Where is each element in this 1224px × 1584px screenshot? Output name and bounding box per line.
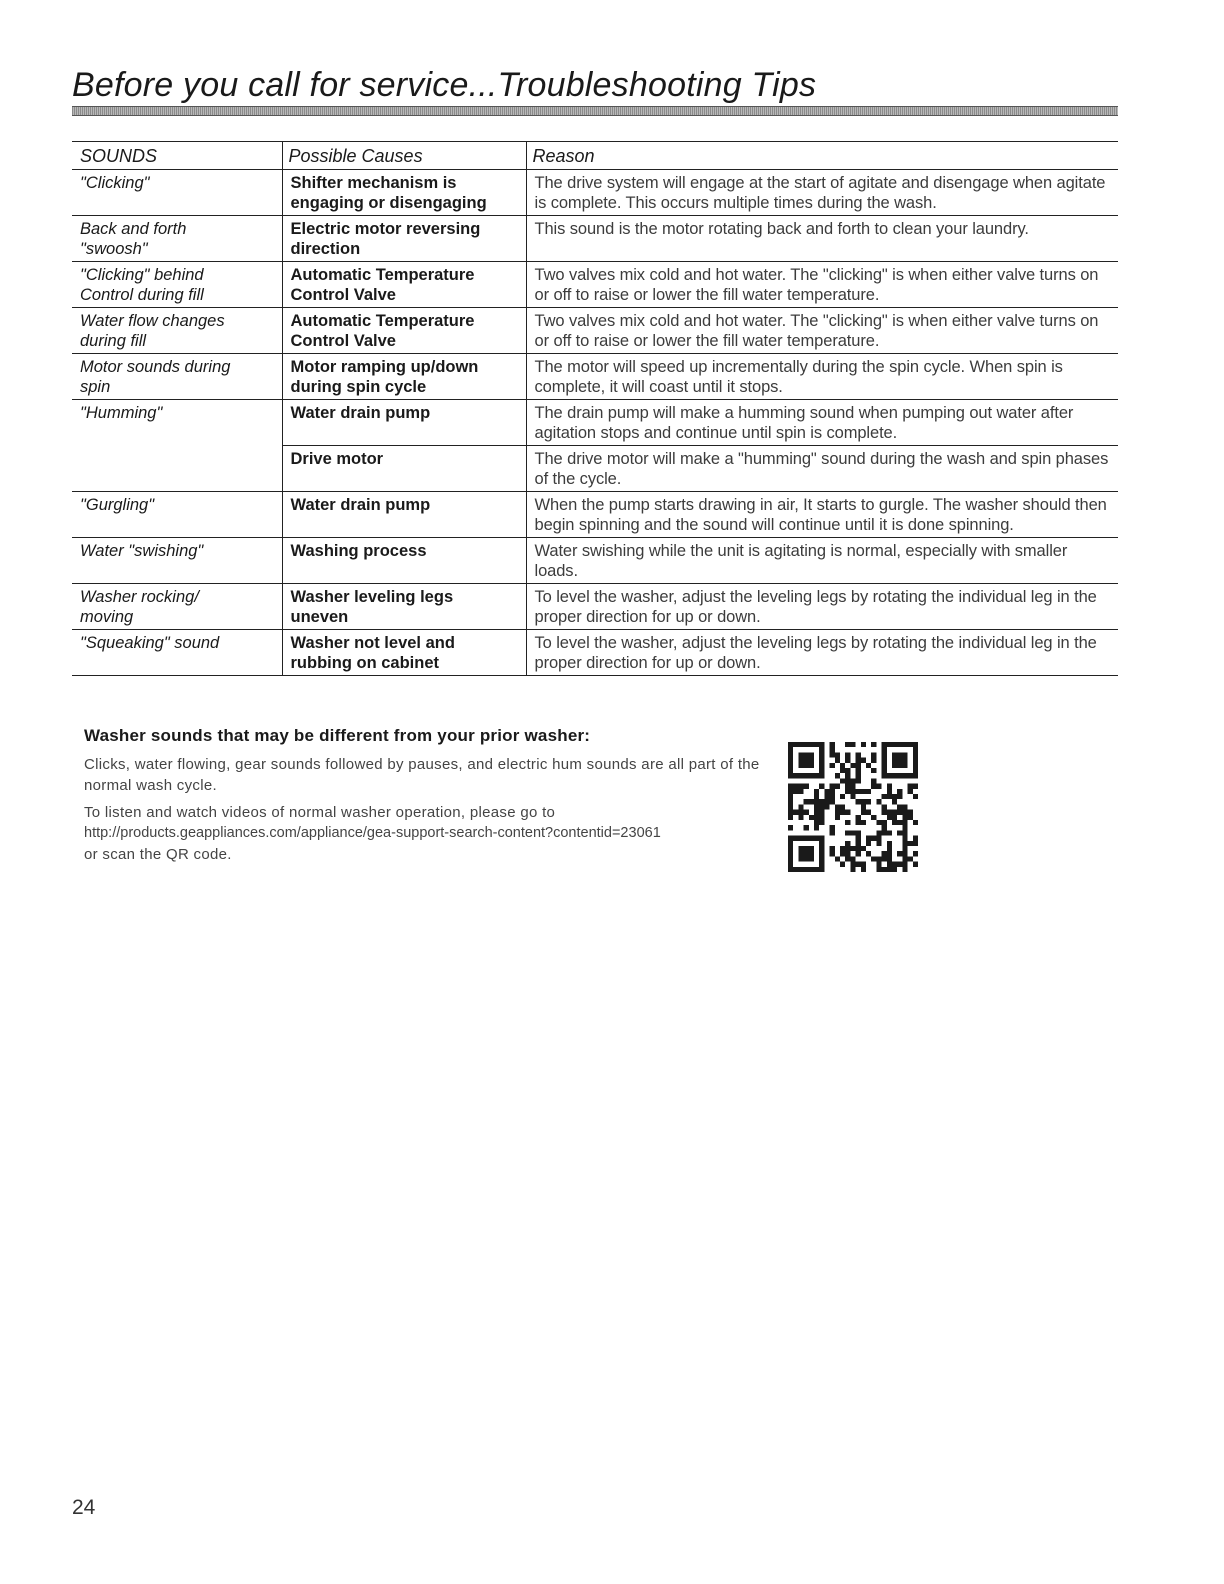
- header-reason: Reason: [526, 142, 1118, 170]
- table-row: [72, 262, 1118, 308]
- note-heading: Washer sounds that may be different from your prior washer:: [84, 726, 591, 745]
- cause-cell: Washer not level and rubbing on cabinet: [282, 630, 526, 676]
- cause-cell: Water drain pump: [282, 400, 526, 446]
- reason-cell: This sound is the motor rotating back and forth to clean your laundry.: [526, 216, 1118, 262]
- reason-cell: To level the washer, adjust the leveling legs by rotating the individual leg in the proper direction for up or down.: [526, 584, 1118, 630]
- cause-cell: Shifter mechanism is engaging or disengaging: [282, 170, 526, 216]
- sound-cell: "Squeaking" sound: [80, 634, 220, 652]
- table-row: [72, 308, 1118, 354]
- cause-cell: Electric motor reversing direction: [282, 216, 526, 262]
- sound-cell: Back and forth "swoosh": [80, 220, 187, 258]
- support-video-link[interactable]: http://products.geappliances.com/appliance/gea-support-search-content?contentid=23061: [84, 825, 661, 841]
- table-row: [72, 354, 1118, 400]
- table-row: [72, 492, 1118, 538]
- table-row: [72, 170, 1118, 216]
- washer-sounds-note: [84, 726, 764, 865]
- reason-cell: The drive system will engage at the start of agitate and disengage when agitate is complete. This occurs multiple times during the wash.: [526, 170, 1118, 216]
- cause-cell: Washing process: [282, 538, 526, 584]
- cause-cell: Automatic Temperature Control Valve: [282, 308, 526, 354]
- note-paragraph: Clicks, water flowing, gear sounds followed by pauses, and electric hum sounds are all part of the normal wash cycle.: [84, 756, 760, 794]
- table-row: [72, 538, 1118, 584]
- reason-cell: The motor will speed up incrementally during the spin cycle. When spin is complete, it will coast until it stops.: [526, 354, 1118, 400]
- reason-cell: To level the washer, adjust the leveling legs by rotating the individual leg in the proper direction for up or down.: [526, 630, 1118, 676]
- reason-cell: Water swishing while the unit is agitating is normal, especially with smaller loads.: [526, 538, 1118, 584]
- cause-cell: Drive motor: [282, 446, 526, 492]
- sound-cell: "Gurgling": [80, 496, 155, 514]
- sound-cell: "Clicking" behind Control during fill: [80, 266, 204, 304]
- sound-cell: Water "swishing": [80, 542, 204, 560]
- page-number: 24: [72, 1496, 96, 1519]
- table-header-row: [72, 142, 1118, 170]
- header-possible-causes: Possible Causes: [282, 142, 526, 170]
- title-rule: [72, 106, 1118, 116]
- reason-cell: Two valves mix cold and hot water. The "clicking" is when either valve turns on or off to raise or lower the fill water temperature.: [526, 308, 1118, 354]
- note-paragraph: or scan the QR code.: [84, 846, 232, 863]
- sound-cell: Water flow changes during fill: [80, 312, 225, 350]
- troubleshooting-table: [72, 141, 1118, 676]
- cause-cell: Water drain pump: [282, 492, 526, 538]
- sound-cell: Motor sounds during spin: [80, 358, 231, 396]
- table-row: [72, 630, 1118, 676]
- qr-code-icon[interactable]: [788, 742, 918, 872]
- cause-cell: Motor ramping up/down during spin cycle: [282, 354, 526, 400]
- reason-cell: The drain pump will make a humming sound when pumping out water after agitation stops and continue until spin is complete.: [526, 400, 1118, 446]
- sound-cell: Washer rocking/ moving: [80, 588, 199, 626]
- cause-cell: Washer leveling legs uneven: [282, 584, 526, 630]
- cause-cell: Automatic Temperature Control Valve: [282, 262, 526, 308]
- reason-cell: Two valves mix cold and hot water. The "clicking" is when either valve turns on or off to raise or lower the fill water temperature.: [526, 262, 1118, 308]
- reason-cell: When the pump starts drawing in air, It starts to gurgle. The washer should then begin spinning and the sound will continue until it is done spinning.: [526, 492, 1118, 538]
- table-row: [72, 400, 1118, 446]
- header-sounds: SOUNDS: [80, 146, 158, 166]
- table-row: [72, 216, 1118, 262]
- table-row: [72, 584, 1118, 630]
- note-paragraph: To listen and watch videos of normal washer operation, please go to: [84, 804, 556, 821]
- reason-cell: The drive motor will make a "humming" sound during the wash and spin phases of the cycle.: [526, 446, 1118, 492]
- page-title: Before you call for service...Troubleshooting Tips: [72, 66, 817, 104]
- sound-cell: "Humming": [80, 404, 163, 422]
- sound-cell: "Clicking": [80, 174, 150, 192]
